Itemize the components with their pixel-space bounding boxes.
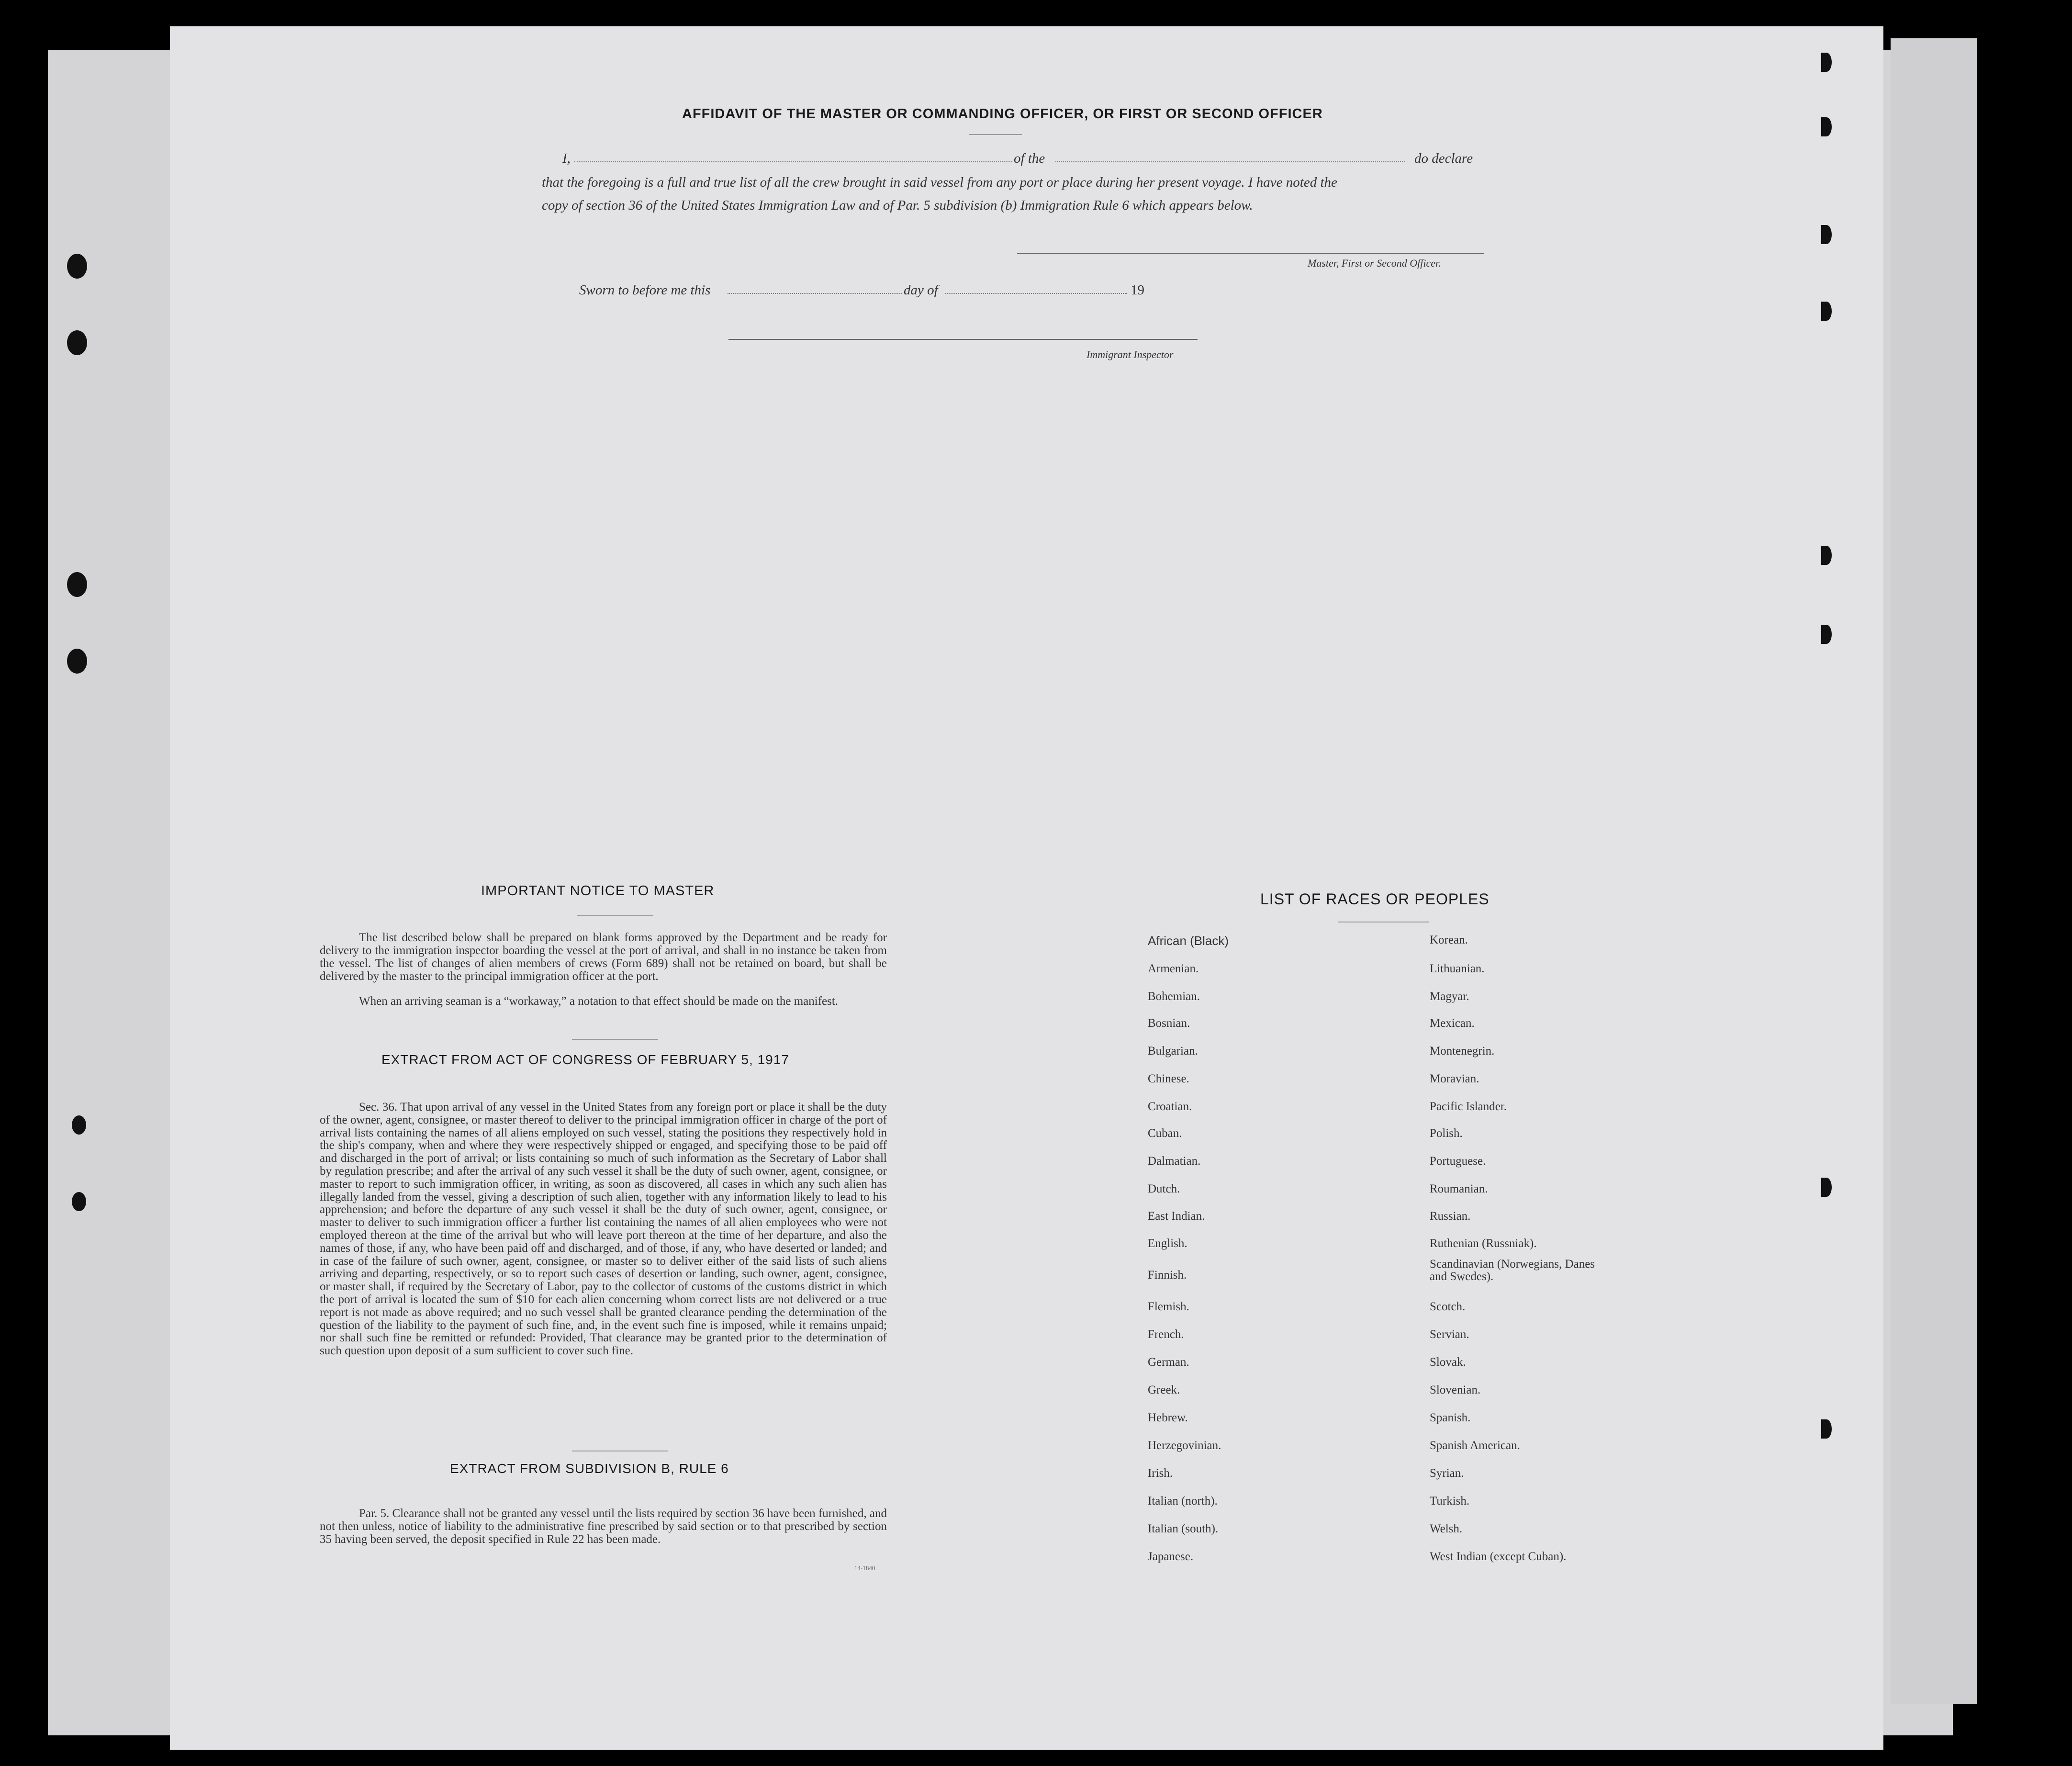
- race-item: Korean.: [1430, 934, 1468, 946]
- sworn-month-field[interactable]: [945, 293, 1127, 294]
- binder-hole: [1821, 53, 1832, 72]
- race-item: Armenian.: [1148, 962, 1199, 975]
- race-item: Greek.: [1148, 1384, 1180, 1396]
- divider: [572, 1039, 658, 1040]
- race-item: Ruthenian (Russniak).: [1430, 1237, 1537, 1250]
- race-item: Portuguese.: [1430, 1155, 1486, 1168]
- binder-hole: [67, 649, 87, 674]
- document-page: [170, 26, 1883, 1750]
- of-the-label: of the: [1014, 151, 1045, 166]
- affidavit-text-line: copy of section 36 of the United States Immigration Law and of Par. 5 subdivision (b) Immigration Rule 6 which appears below.: [542, 198, 1253, 213]
- divider: [969, 134, 1022, 135]
- race-item: Welsh.: [1430, 1522, 1463, 1535]
- race-item: Polish.: [1430, 1127, 1463, 1140]
- back-sheet-edge: [1891, 38, 1977, 1704]
- races-title: LIST OF RACES OR PEOPLES: [1260, 890, 1490, 908]
- year-label: 19: [1131, 282, 1144, 298]
- race-item: Servian.: [1430, 1328, 1469, 1341]
- binder-hole: [67, 254, 87, 279]
- race-item: Hebrew.: [1148, 1411, 1188, 1424]
- race-item: Russian.: [1430, 1210, 1471, 1223]
- extract1-title: EXTRACT FROM ACT OF CONGRESS OF FEBRUARY 5, 1917: [381, 1052, 789, 1067]
- sworn-day-field[interactable]: [728, 293, 902, 294]
- race-item: Turkish.: [1430, 1495, 1470, 1507]
- race-item: Finnish.: [1148, 1269, 1187, 1282]
- race-item: East Indian.: [1148, 1210, 1205, 1223]
- race-item: Magyar.: [1430, 990, 1469, 1003]
- extract2-title: EXTRACT FROM SUBDIVISION B, RULE 6: [450, 1461, 729, 1476]
- extract1-text: Sec. 36. That upon arrival of any vessel in the United States from any foreign port or place it shall be the duty of the owner, agent, consignee, or master thereof to deliver to the principal immigration officer in charge of the port of arrival lists containing the names of all aliens employed on such vessel, stating the positions they respectively hold in the ship's company, when and where they were respectively shipped or engaged, and specifying those to be paid off and discharged in the port of arrival; or lists containing so much of such information as the Secretary of Labor shall by regulation prescribe; and after the arrival of any such vessel it shall be the duty of such owner, agent, consignee, or master to report to such immigration officer, in writing, as soon as discovered, all cases in which any such alien has illegally landed from the vessel, giving a description of such alien, together with any information likely to lead to his apprehension; and before the departure of any such vessel it shall be the duty of such owner, agent, consignee, or master to deliver to such immigration officer a further list containing the names of all alien employees who were not employed thereon at the time of the arrival but who will leave port thereon at the time of her departure, and also the names of those, if any, who have been paid off and discharged, and of those, if any, who have deserted or landed; and in case of the failure of such owner, agent, consignee, or master so to deliver either of the said lists of such aliens arriving and departing, respectively, or so to report such cases of desertion or landing, such owner, agent, consignee, or master shall, if required by the Secretary of Labor, pay to the collector of customs of the customs district in which the port of arrival is located the sum of $10 for each alien concerning whom correct lists are not delivered or a true report is not made as above required; and no such vessel shall be granted clearance pending the determination of the question of the liability to the payment of such fine, and, in the event such fine is imposed, while it remains unpaid; nor shall such fine be remitted or refunded: Provided, That clearance may be granted prior to the determination of such question upon deposit of a sum sufficient to cover such fine.: [320, 1101, 887, 1358]
- race-item: Italian (south).: [1148, 1522, 1219, 1535]
- binder-hole: [67, 572, 87, 597]
- race-item: Cuban.: [1148, 1127, 1182, 1140]
- race-item: Lithuanian.: [1430, 962, 1485, 975]
- affidavit-title: AFFIDAVIT OF THE MASTER OR COMMANDING OFFICER, OR FIRST OR SECOND OFFICER: [682, 106, 1323, 122]
- vessel-field[interactable]: [1055, 161, 1405, 162]
- race-item: Slovenian.: [1430, 1384, 1481, 1396]
- race-item: Bosnian.: [1148, 1017, 1190, 1030]
- binder-hole: [1821, 225, 1832, 244]
- affidavit-text-line: that the foregoing is a full and true list of all the crew brought in said vessel from any port or place during her present voyage. I have noted the: [542, 175, 1337, 190]
- inspector-label: Immigrant Inspector: [1086, 349, 1174, 360]
- race-item: Croatian.: [1148, 1100, 1192, 1113]
- race-item: West Indian (except Cuban).: [1430, 1550, 1567, 1563]
- race-item: Slovak.: [1430, 1356, 1466, 1369]
- binder-hole: [1821, 625, 1832, 644]
- race-item: Flemish.: [1148, 1300, 1189, 1313]
- binder-hole: [1821, 1178, 1832, 1197]
- binder-hole: [72, 1192, 86, 1211]
- race-item: Moravian.: [1430, 1072, 1479, 1085]
- race-item: Japanese.: [1148, 1550, 1194, 1563]
- notice-paragraph: The list described below shall be prepared on blank forms approved by the Department and be ready for delivery to the immigration inspector boarding the vessel at the port of arrival, and shall in no instance be taken from the vessel. The list of changes of alien members of crews (Form 689) shall not be retained on board, but shall be delivered by the master to the principal immigration officer at the port.: [320, 931, 887, 983]
- race-item: Montenegrin.: [1430, 1045, 1495, 1057]
- form-code: 14-1840: [854, 1564, 875, 1572]
- master-signature-line[interactable]: [1017, 253, 1484, 254]
- race-item: Mexican.: [1430, 1017, 1475, 1030]
- binder-hole: [1821, 546, 1832, 565]
- binder-hole: [67, 330, 87, 355]
- race-item: Dutch.: [1148, 1182, 1180, 1195]
- binder-hole: [1821, 1419, 1832, 1439]
- i-label: I,: [562, 151, 571, 166]
- race-item: African (Black): [1148, 934, 1229, 948]
- divider: [577, 915, 653, 916]
- inspector-signature-line[interactable]: [728, 339, 1198, 340]
- notice-paragraph: When an arriving seaman is a “workaway,” a notation to that effect should be made on the manifest.: [359, 995, 839, 1008]
- sworn-label: Sworn to before me this: [579, 282, 711, 298]
- extract2-text: Par. 5. Clearance shall not be granted any vessel until the lists required by section 36 have been furnished, and not then unless, notice of liability to the administrative fine prescribed by said section or to that prescribed by section 35 having been served, the deposit specified in Rule 22 has been made.: [320, 1507, 887, 1546]
- race-item: French.: [1148, 1328, 1184, 1341]
- race-item: Bohemian.: [1148, 990, 1200, 1003]
- binder-hole: [72, 1115, 86, 1135]
- race-item: Spanish American.: [1430, 1439, 1520, 1452]
- race-item: Italian (north).: [1148, 1495, 1218, 1507]
- race-item: Pacific Islander.: [1430, 1100, 1507, 1113]
- race-item: Chinese.: [1148, 1072, 1189, 1085]
- race-item: Syrian.: [1430, 1467, 1464, 1480]
- race-item: Roumanian.: [1430, 1182, 1488, 1195]
- race-item: Irish.: [1148, 1467, 1173, 1480]
- race-item: Scotch.: [1430, 1300, 1466, 1313]
- binder-hole: [1821, 117, 1832, 136]
- master-signature-label: Master, First or Second Officer.: [1308, 257, 1441, 269]
- race-item: Herzegovinian.: [1148, 1439, 1221, 1452]
- day-of-label: day of: [904, 282, 938, 298]
- race-item: Spanish.: [1430, 1411, 1471, 1424]
- race-item: English.: [1148, 1237, 1187, 1250]
- race-item: Bulgarian.: [1148, 1045, 1198, 1057]
- declare-label: do declare: [1414, 151, 1473, 166]
- notice-title: IMPORTANT NOTICE TO MASTER: [481, 883, 715, 899]
- race-item: German.: [1148, 1356, 1189, 1369]
- binder-hole: [1821, 302, 1832, 321]
- name-field[interactable]: [574, 161, 1012, 162]
- race-item: Dalmatian.: [1148, 1155, 1201, 1168]
- race-item: Scandinavian (Norwegians, Danes and Swedes).: [1430, 1258, 1595, 1283]
